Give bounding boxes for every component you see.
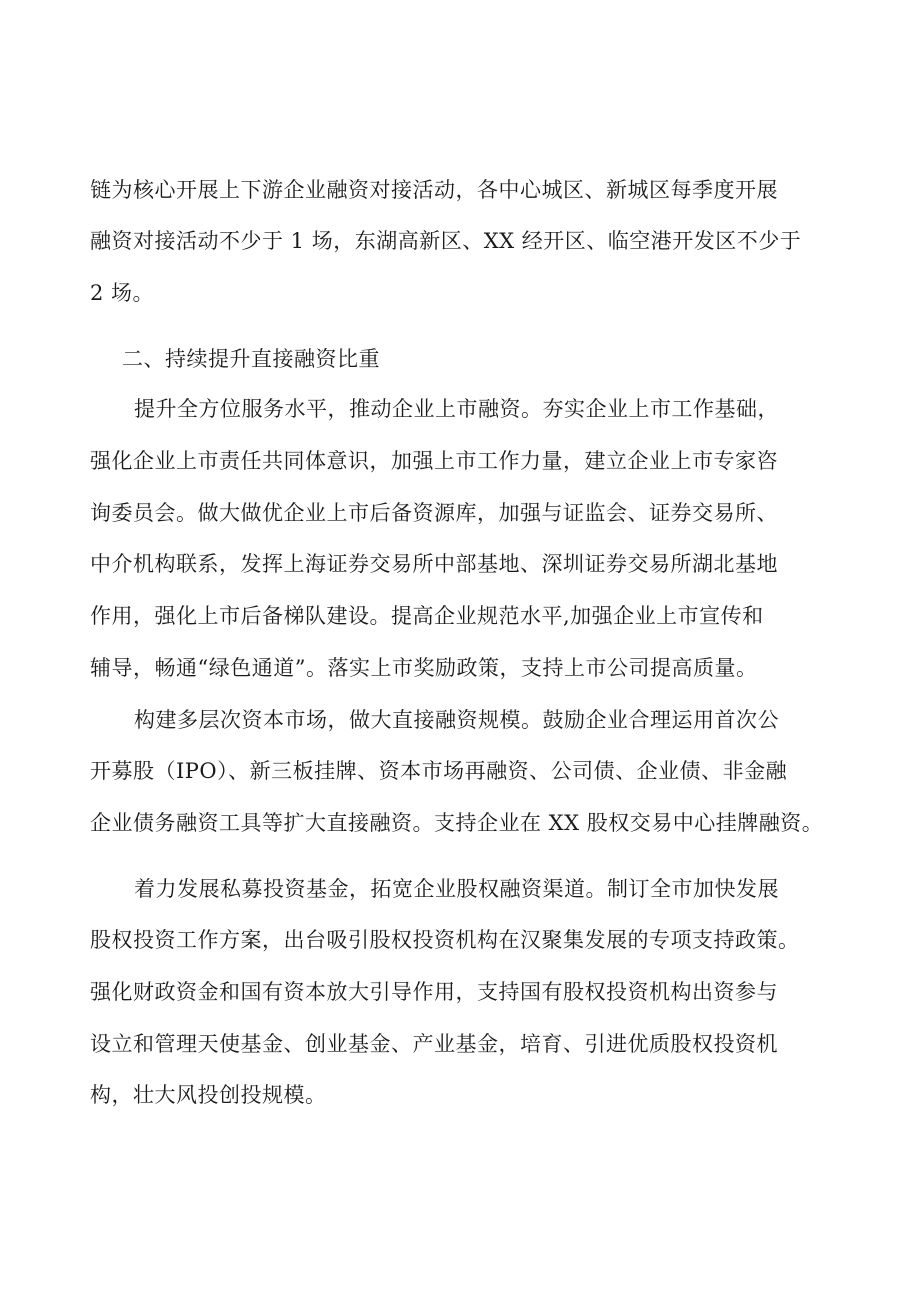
paragraph-line: 股权投资工作方案，出台吸引股权投资机构在汉聚集发展的专项支持政策。	[90, 928, 800, 952]
paragraph-line: 企业债务融资工具等扩大直接融资。支持企业在 XX 股权交易中心挂牌融资。	[90, 811, 824, 835]
paragraph-line: 着力发展私募投资基金，拓宽企业股权融资渠道。制订全市加快发展	[134, 877, 779, 901]
paragraph-line: 辅导，畅通“绿色通道”。落实上市奖励政策，支持上市公司提高质量。	[90, 656, 758, 680]
paragraph-line: 2 场。	[90, 281, 155, 305]
paragraph-line: 链为核心开展上下游企业融资对接活动，各中心城区、新城区每季度开展	[90, 178, 778, 202]
paragraph-line: 提升全方位服务水平，推动企业上市融资。夯实企业上市工作基础，	[134, 397, 779, 421]
paragraph-line: 中介机构联系，发挥上海证券交易所中部基地、深圳证券交易所湖北基地	[90, 552, 778, 576]
paragraph-line: 设立和管理天使基金、创业基金、产业基金，培育、引进优质股权投资机	[90, 1032, 778, 1056]
section-heading: 二、持续提升直接融资比重	[122, 347, 380, 371]
paragraph-line: 构，壮大风投创投规模。	[90, 1083, 327, 1107]
paragraph-line: 构建多层次资本市场，做大直接融资规模。鼓励企业合理运用首次公	[134, 708, 779, 732]
paragraph-line: 强化企业上市责任共同体意识，加强上市工作力量，建立企业上市专家咨	[90, 449, 778, 473]
paragraph-line: 作用，强化上市后备梯队建设。提高企业规范水平,加强企业上市宣传和	[90, 604, 764, 628]
paragraph-line: 融资对接活动不少于 1 场，东湖高新区、XX 经开区、临空港开发区不少于	[90, 229, 802, 253]
paragraph-line: 开募股（IPO）、新三板挂牌、资本市场再融资、公司债、企业债、非金融	[90, 759, 788, 783]
paragraph-line: 询委员会。做大做优企业上市后备资源库，加强与证监会、证券交易所、	[90, 501, 778, 525]
paragraph-line: 强化财政资金和国有资本放大引导作用，支持国有股权投资机构出资参与	[90, 980, 778, 1004]
